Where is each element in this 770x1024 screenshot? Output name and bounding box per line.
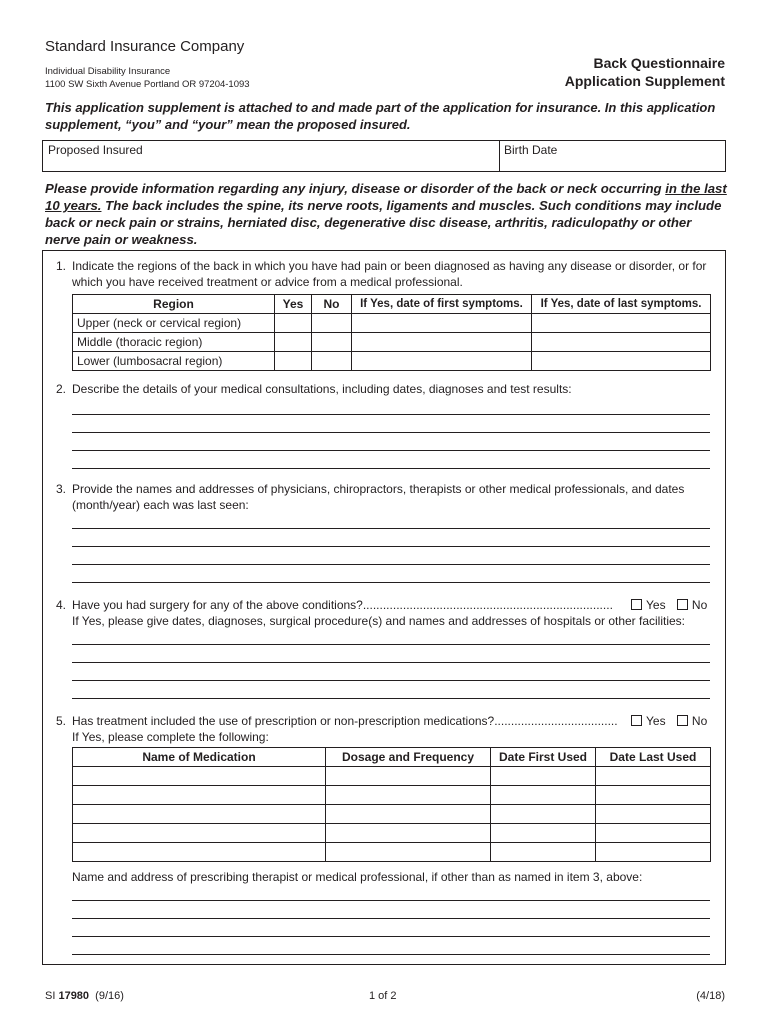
field-divider [499,141,500,171]
first-used-cell[interactable] [491,786,596,805]
division-name: Individual Disability Insurance [45,66,171,77]
prescriber-write-line[interactable] [72,900,710,901]
q2-text: Describe the details of your medical consultations, including dates, diagnoses and test results: [72,382,572,396]
q2-write-line[interactable] [72,450,710,451]
document-title [565,54,725,90]
medication-table [72,747,711,862]
medication-cell[interactable] [73,767,326,786]
col-date-first-used: Date First Used [491,748,596,767]
prescriber-write-line[interactable] [72,954,710,955]
form-date: (9/16) [89,990,124,1002]
q4-answers [631,597,707,613]
identity-fields [42,140,726,172]
table-row [73,333,711,352]
table-row [73,786,711,805]
intro-text: This application supplement is attached to and made part of the application for insurance. In this application supplement, “you” and “your” mean the proposed insured. [45,100,716,132]
q4-write-line[interactable] [72,662,710,663]
q1-number: 1. [56,259,67,273]
last-used-cell[interactable] [596,843,711,862]
q1-text: Indicate the regions of the back in which you have had pain or been diagnosed as having any disease or disorder, or for which you have received treatment or advice from a medical professional. [72,259,707,289]
q2-write-line[interactable] [72,414,710,415]
q3-text: Provide the names and addresses of physicians, chiropractors, therapists or other medical professionals, and dates (month/year) each was last seen: [72,482,685,512]
q4-write-line[interactable] [72,680,710,681]
lower-first-cell[interactable] [352,352,532,371]
medication-cell[interactable] [73,805,326,824]
dosage-cell[interactable] [326,843,491,862]
q4-number: 4. [56,598,67,612]
col-first-symptoms: If Yes, date of first symptoms. [352,295,532,314]
proposed-insured-field[interactable]: Proposed Insured [48,143,143,157]
table-row [73,824,711,843]
middle-first-cell[interactable] [352,333,532,352]
medication-cell[interactable] [73,843,326,862]
form-id [45,990,124,1002]
col-medication-name: Name of Medication [73,748,326,767]
col-last-symptoms: If Yes, date of last symptoms. [532,295,711,314]
region-upper: Upper (neck or cervical region) [73,314,275,333]
form-number: 17980 [58,990,90,1002]
upper-last-cell[interactable] [532,314,711,333]
medication-cell[interactable] [73,786,326,805]
col-dosage: Dosage and Frequency [326,748,491,767]
company-name: Standard Insurance Company [45,38,245,55]
upper-first-cell[interactable] [352,314,532,333]
col-region: Region [73,295,275,314]
q5-no-checkbox[interactable] [677,715,688,726]
last-used-cell[interactable] [596,805,711,824]
q2-write-line[interactable] [72,432,710,433]
title-line-2: Application Supplement [564,73,725,89]
lower-no-cell[interactable] [312,352,352,371]
first-used-cell[interactable] [491,843,596,862]
q4-followup: If Yes, please give dates, diagnoses, surgical procedure(s) and names and addresses of hospitals or other facilities: [72,614,686,628]
q5-followup: If Yes, please complete the following: [72,730,269,744]
table-row [73,352,711,371]
prescriber-write-line[interactable] [72,936,710,937]
dosage-cell[interactable] [326,786,491,805]
last-used-cell[interactable] [596,786,711,805]
company-address [45,65,250,91]
street-address: 1100 SW Sixth Avenue Portland OR 97204-1093 [45,79,250,90]
table-row [73,767,711,786]
q3-write-line[interactable] [72,564,710,565]
upper-no-cell[interactable] [312,314,352,333]
q5-yes-label: Yes [646,714,666,728]
form-prefix: SI [45,990,59,1002]
lower-last-cell[interactable] [532,352,711,371]
first-used-cell[interactable] [491,805,596,824]
instruction-part-1: Please provide information regarding any injury, disease or disorder of the back or neck occurring [45,181,666,196]
q4-no-label: No [691,598,708,612]
table-row [73,805,711,824]
q4-write-line[interactable] [72,698,710,699]
table-row [73,314,711,333]
upper-yes-cell[interactable] [275,314,312,333]
last-used-cell[interactable] [596,824,711,843]
last-used-cell[interactable] [596,767,711,786]
first-used-cell[interactable] [491,767,596,786]
region-middle: Middle (thoracic region) [73,333,275,352]
middle-yes-cell[interactable] [275,333,312,352]
revision-date: (4/18) [696,990,725,1002]
q3-write-line[interactable] [72,528,710,529]
prescriber-write-line[interactable] [72,918,710,919]
q4-no-checkbox[interactable] [677,599,688,610]
table-row [73,843,711,862]
instruction-part-2: The back includes the spine, its nerve roots, ligaments and muscles. Such conditions may include back or neck pain or strains, herniated disc, degenerative disc disease, arthritis, radiculopathy or other nerve pain or weakness. [45,198,722,247]
q5-number: 5. [56,714,67,728]
instruction-underlined: in the last 10 years. [45,181,727,213]
col-yes: Yes [275,295,312,314]
instruction-text [45,180,730,248]
q4-yes-label: Yes [646,598,666,612]
first-used-cell[interactable] [491,824,596,843]
q3-number: 3. [56,482,67,496]
q3-write-line[interactable] [72,546,710,547]
birth-date-field[interactable]: Birth Date [504,143,558,157]
prescriber-label: Name and address of prescribing therapist or medical professional, if other than as named in item 3, above: [72,870,643,884]
middle-last-cell[interactable] [532,333,711,352]
col-date-last-used: Date Last Used [596,748,711,767]
page-number: 1 of 2 [369,990,397,1002]
dosage-cell[interactable] [326,824,491,843]
medication-cell[interactable] [73,824,326,843]
q2-write-line[interactable] [72,468,710,469]
q5-answers [631,713,707,729]
dosage-cell[interactable] [326,805,491,824]
q3-write-line[interactable] [72,582,710,583]
q2-number: 2. [56,382,67,396]
title-line-1: Back Questionnaire [593,55,725,71]
middle-no-cell[interactable] [312,333,352,352]
q4-text: Have you had surgery for any of the above conditions?........................................................................... [72,598,613,612]
q5-no-label: No [691,714,708,728]
lower-yes-cell[interactable] [275,352,312,371]
q4-yes-checkbox[interactable] [631,599,642,610]
col-no: No [312,295,352,314]
q5-text: Has treatment included the use of prescription or non-prescription medications?..................................... [72,714,618,728]
q4-write-line[interactable] [72,644,710,645]
q1-region-table [72,294,711,371]
region-lower: Lower (lumbosacral region) [73,352,275,371]
q5-yes-checkbox[interactable] [631,715,642,726]
dosage-cell[interactable] [326,767,491,786]
